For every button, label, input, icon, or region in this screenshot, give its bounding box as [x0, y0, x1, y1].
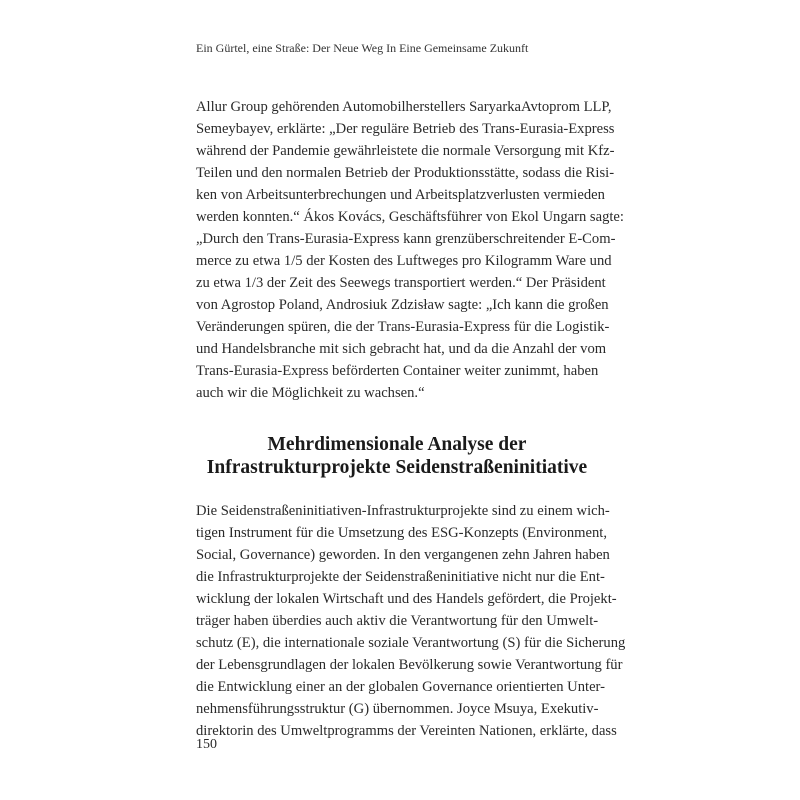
text-line: die Infrastrukturprojekte der Seidenstraßeninitiative nicht nur die Ent-: [196, 569, 605, 585]
text-line: wicklung der lokalen Wirtschaft und des Handels gefördert, die Projekt-: [196, 591, 617, 607]
text-line: Teilen und den normalen Betrieb der Produktionsstätte, sodass die Risi-: [196, 165, 615, 181]
text-line: nehmensführungsstruktur (G) übernommen. Joyce Msuya, Exekutiv-: [196, 701, 599, 717]
text-line: der Lebensgrundlagen der lokalen Bevölkerung sowie Verantwortung für: [196, 657, 623, 673]
text-line: Die Seidenstraßeninitiativen-Infrastrukturprojekte sind zu einem wich-: [196, 503, 610, 519]
section-heading-line: Infrastrukturprojekte Seidenstraßeninitiative: [206, 457, 588, 478]
text-line: direktorin des Umweltprogramms der Vereinten Nationen, erklärte, dass: [196, 723, 617, 739]
text-line: von Agrostop Poland, Androsiuk Zdzisław sagte: „Ich kann die großen: [196, 297, 609, 313]
text-line: ken von Arbeitsunterbrechungen und Arbeitsplatzverlusten vermieden: [196, 187, 605, 203]
text-line: träger haben überdies auch aktiv die Verantwortung für den Umwelt-: [196, 613, 599, 629]
text-line: Allur Group gehörenden Automobilherstellers SaryarkaAvtoprom LLP,: [196, 99, 612, 115]
text-line: die Entwicklung einer an der globalen Governance orientierten Unter-: [196, 679, 605, 695]
text-line: zu etwa 1/3 der Zeit des Seewegs transportiert werden.“ Der Präsident: [196, 275, 606, 291]
text-line: tigen Instrument für die Umsetzung des ESG-Konzepts (Environment,: [196, 525, 607, 541]
section-heading-line: Mehrdimensionale Analyse der: [267, 434, 527, 455]
text-line: Trans-Eurasia-Express beförderten Container weiter zunimmt, haben: [196, 363, 599, 379]
text-line: schutz (E), die internationale soziale Verantwortung (S) für die Sicherung: [196, 635, 626, 651]
page-number: 150: [196, 737, 217, 752]
section-heading: [196, 433, 598, 479]
text-line: während der Pandemie gewährleistete die normale Versorgung mit Kfz-: [196, 143, 615, 159]
text-line: werden konnten.“ Ákos Kovács, Geschäftsführer von Ekol Ungarn sagte:: [196, 209, 624, 225]
text-line: Semeybayev, erklärte: „Der reguläre Betrieb des Trans-Eurasia-Express: [196, 121, 615, 137]
text-line: und Handelsbranche mit sich gebracht hat, und da die Anzahl der vom: [196, 341, 607, 357]
body-paragraph-2: [196, 500, 626, 742]
running-head: Ein Gürtel, eine Straße: Der Neue Weg In Eine Gemeinsame Zukunft: [196, 41, 529, 55]
body-paragraph-1: [196, 96, 624, 404]
text-line: Social, Governance) geworden. In den vergangenen zehn Jahren haben: [196, 547, 610, 563]
text-line: auch wir die Möglichkeit zu wachsen.“: [196, 385, 425, 401]
text-line: „Durch den Trans-Eurasia-Express kann grenzüberschreitender E-Com-: [196, 231, 616, 247]
text-line: merce zu etwa 1/5 der Kosten des Luftweges pro Kilogramm Ware und: [196, 253, 612, 269]
text-line: Veränderungen spüren, die der Trans-Eurasia-Express für die Logistik-: [196, 319, 610, 335]
